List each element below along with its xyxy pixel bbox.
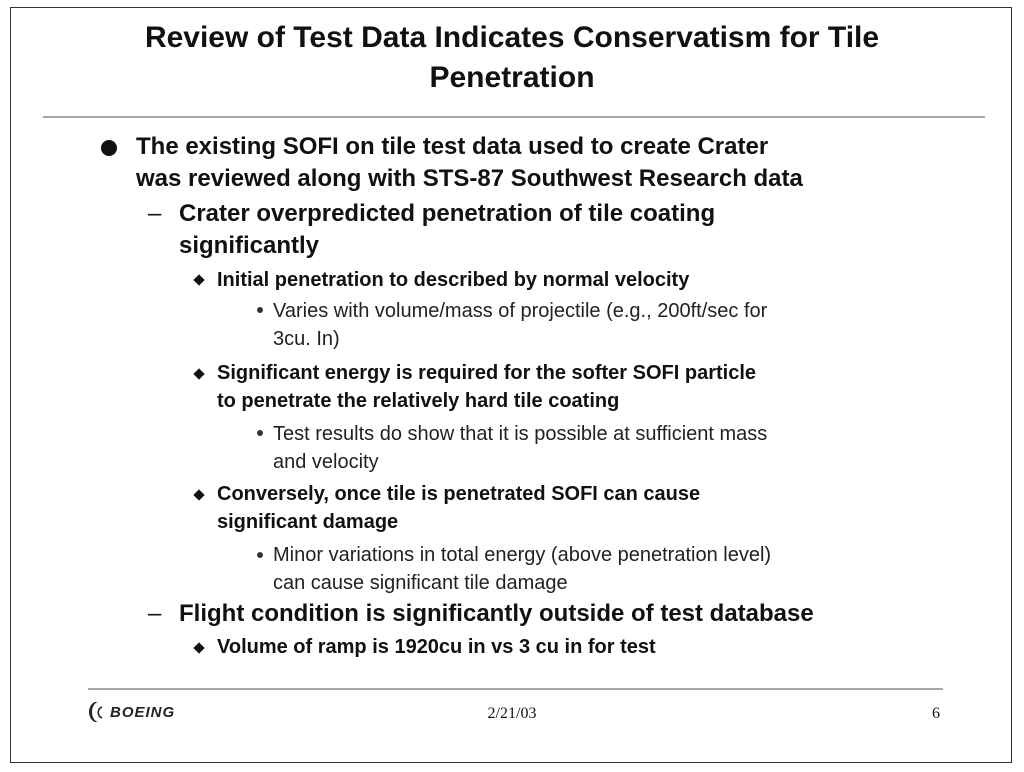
bullet-l2-b-line-1: Flight condition is significantly outside of test database bbox=[179, 600, 814, 627]
bullet-l3-b1-line-1: Volume of ramp is 1920cu in vs 3 cu in for test bbox=[217, 636, 656, 658]
bullet-l4-a3a-line-2: can cause significant tile damage bbox=[273, 572, 568, 594]
dash-bullet-icon: – bbox=[148, 600, 162, 627]
bullet-l4-a1a-line-1: Varies with volume/mass of projectile (e.g., 200ft/sec for bbox=[273, 300, 768, 322]
slide-title-line-2: Penetration bbox=[429, 61, 595, 94]
bullet-l3-a1-line-1: Initial penetration to described by normal velocity bbox=[217, 269, 690, 291]
bullet-l4-a3a-line-1: Minor variations in total energy (above penetration level) bbox=[273, 544, 772, 566]
diamond-bullet-icon bbox=[193, 368, 204, 379]
diamond-bullet-icon bbox=[193, 642, 204, 653]
footer-divider bbox=[88, 688, 943, 690]
bullet-l1-line-1: The existing SOFI on tile test data used to create Crater bbox=[136, 133, 769, 160]
page-number: 6 bbox=[932, 705, 940, 722]
diamond-bullet-icon bbox=[193, 274, 204, 285]
dash-bullet-icon: – bbox=[148, 200, 162, 227]
small-dot-bullet-icon bbox=[257, 552, 263, 558]
bullet-l4-a2a-line-1: Test results do show that it is possible at sufficient mass bbox=[273, 423, 768, 445]
small-dot-bullet-icon bbox=[257, 307, 263, 313]
diamond-bullet-icon bbox=[193, 489, 204, 500]
bullet-l2-a-line-2: significantly bbox=[179, 232, 320, 259]
bullet-l4-a2a-line-2: and velocity bbox=[273, 451, 379, 473]
bullet-l3-a3-line-2: significant damage bbox=[217, 511, 399, 533]
bullet-l1-line-2: was reviewed along with STS-87 Southwest Research data bbox=[136, 165, 803, 192]
footer-date: 2/21/03 bbox=[487, 705, 537, 722]
boeing-logo-icon bbox=[88, 698, 218, 726]
bullet-l2-a-line-1: Crater overpredicted penetration of tile coating bbox=[179, 200, 716, 227]
slide-title-line-1: Review of Test Data Indicates Conservatism for Tile bbox=[144, 21, 880, 54]
bullet-l3-a2-line-1: Significant energy is required for the softer SOFI particle bbox=[217, 362, 757, 384]
bullet-l3-a3-line-1: Conversely, once tile is penetrated SOFI can cause bbox=[217, 483, 701, 505]
bullet-l4-a1a-line-2: 3cu. In) bbox=[273, 328, 340, 350]
logo-text: BOEING bbox=[110, 704, 176, 721]
small-dot-bullet-icon bbox=[257, 430, 263, 436]
bullet-l3-a2-line-2: to penetrate the relatively hard tile coating bbox=[217, 390, 620, 412]
filled-circle-bullet-icon bbox=[101, 140, 117, 156]
